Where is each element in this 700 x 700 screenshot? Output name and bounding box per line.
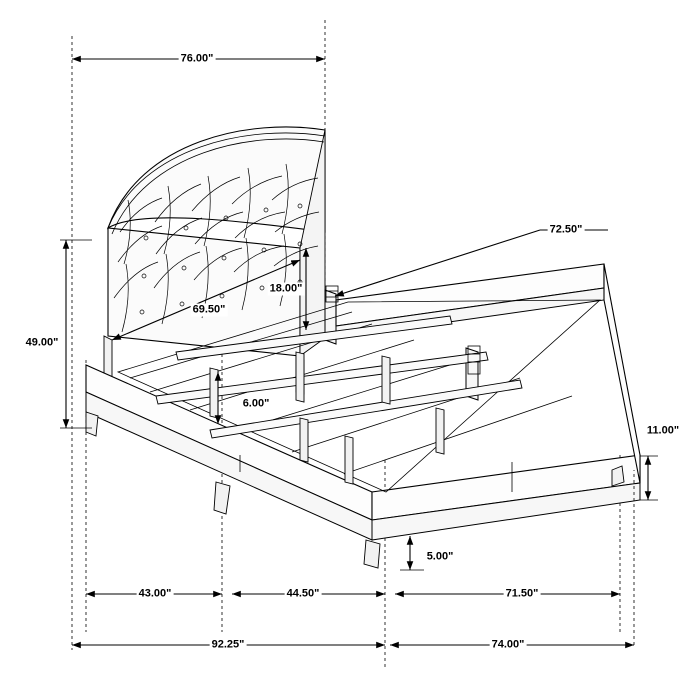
extension-lines bbox=[72, 20, 620, 668]
dimension-lines bbox=[60, 59, 658, 645]
dimension-label-footprint-mid: 44.50" bbox=[286, 587, 320, 600]
dimension-label-diagonal-length: 72.50" bbox=[549, 223, 583, 236]
dimension-label-overall-width-top: 76.00" bbox=[180, 52, 214, 65]
dimension-label-footprint-right: 71.50" bbox=[505, 587, 539, 600]
dimension-label-headboard-inner-width: 69.50" bbox=[192, 303, 226, 316]
dimension-label-slat-clearance: 6.00" bbox=[242, 397, 270, 410]
dimension-label-headboard-to-rail: 18.00" bbox=[269, 282, 303, 295]
dimension-label-overall-depth: 74.00" bbox=[491, 638, 525, 651]
dimension-label-floor-clearance: 5.00" bbox=[426, 550, 454, 563]
dimension-label-side-rail-height: 11.00" bbox=[646, 424, 680, 437]
dimension-label-overall-height: 49.00" bbox=[25, 336, 59, 349]
dimension-label-footprint-left: 43.00" bbox=[138, 587, 172, 600]
dimension-label-overall-length: 92.25" bbox=[211, 638, 245, 651]
